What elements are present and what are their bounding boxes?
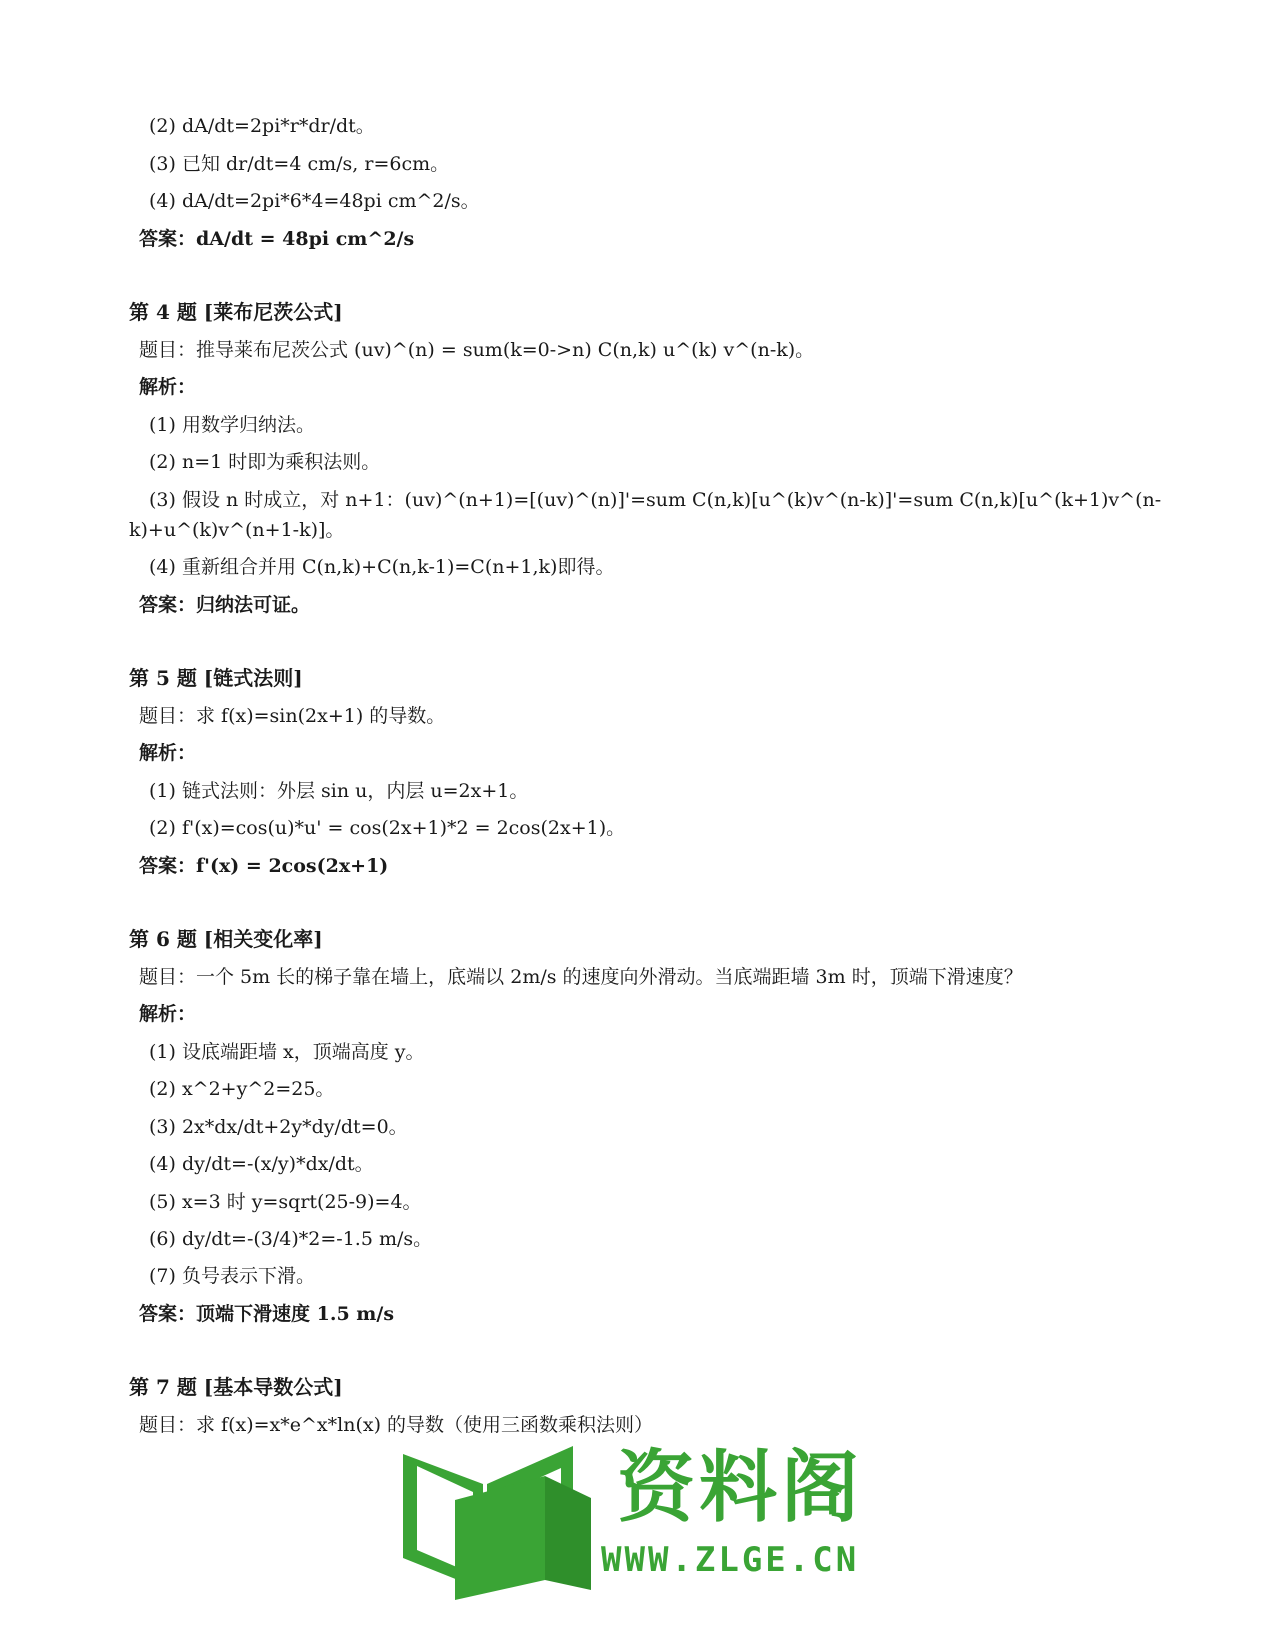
step-line: (3) 已知 dr/dt=4 cm/s, r=6cm。	[149, 153, 450, 175]
step-line: (1) 用数学归纳法。	[149, 414, 315, 436]
step-line-continued: k)+u^(k)v^(n+1-k)]。	[129, 519, 345, 541]
open-book-icon	[395, 1440, 605, 1600]
answer-line: 答案：f'(x) = 2cos(2x+1)	[139, 855, 389, 877]
step-line: (7) 负号表示下滑。	[149, 1265, 315, 1287]
analysis-label: 解析：	[139, 742, 197, 764]
step-line: (4) 重新组合并用 C(n,k)+C(n,k-1)=C(n+1,k)即得。	[149, 556, 615, 578]
analysis-label: 解析：	[139, 1003, 197, 1025]
step-line: (6) dy/dt=-(3/4)*2=-1.5 m/s。	[149, 1228, 433, 1250]
step-line: (1) 链式法则：外层 sin u，内层 u=2x+1。	[149, 780, 529, 802]
question-text: 题目：一个 5m 长的梯子靠在墙上，底端以 2m/s 的速度向外滑动。当底端距墙 3m 时，顶端下滑速度？	[139, 966, 1023, 988]
question-text: 题目：求 f(x)=x*e^x*ln(x) 的导数（使用三函数乘积法则）	[139, 1414, 654, 1436]
watermark-url: WWW.ZLGE.CN	[601, 1540, 860, 1580]
question-heading: 第 5 题 [链式法则]	[129, 666, 303, 690]
step-line: (2) f'(x)=cos(u)*u' = cos(2x+1)*2 = 2cos(2x+1)。	[149, 817, 626, 839]
step-line: (5) x=3 时 y=sqrt(25-9)=4。	[149, 1191, 422, 1213]
watermark	[395, 1440, 865, 1600]
step-line: (3) 假设 n 时成立，对 n+1：(uv)^(n+1)=[(uv)^(n)]'=sum C(n,k)[u^(k)v^(n-k)]'=sum C(n,k)[u^(k+1)v^(n-	[149, 489, 1162, 511]
step-line: (1) 设底端距墙 x，顶端高度 y。	[149, 1041, 425, 1063]
step-line: (2) n=1 时即为乘积法则。	[149, 451, 381, 473]
answer-line: 答案：dA/dt = 48pi cm^2/s	[139, 228, 415, 250]
step-line: (2) dA/dt=2pi*r*dr/dt。	[149, 115, 375, 137]
step-line: (4) dA/dt=2pi*6*4=48pi cm^2/s。	[149, 190, 480, 212]
watermark-title: 资料阁	[617, 1443, 864, 1533]
step-line: (2) x^2+y^2=25。	[149, 1078, 335, 1100]
step-line: (3) 2x*dx/dt+2y*dy/dt=0。	[149, 1116, 408, 1138]
question-heading: 第 7 题 [基本导数公式]	[129, 1375, 343, 1399]
question-heading: 第 4 题 [莱布尼茨公式]	[129, 300, 343, 324]
answer-line: 答案：归纳法可证。	[139, 594, 311, 616]
question-text: 题目：求 f(x)=sin(2x+1) 的导数。	[139, 705, 446, 727]
analysis-label: 解析：	[139, 376, 197, 398]
question-heading: 第 6 题 [相关变化率]	[129, 927, 323, 951]
question-text: 题目：推导莱布尼茨公式 (uv)^(n) = sum(k=0->n) C(n,k) u^(k) v^(n-k)。	[139, 339, 815, 361]
answer-line: 答案：顶端下滑速度 1.5 m/s	[139, 1303, 395, 1325]
step-line: (4) dy/dt=-(x/y)*dx/dt。	[149, 1153, 374, 1175]
